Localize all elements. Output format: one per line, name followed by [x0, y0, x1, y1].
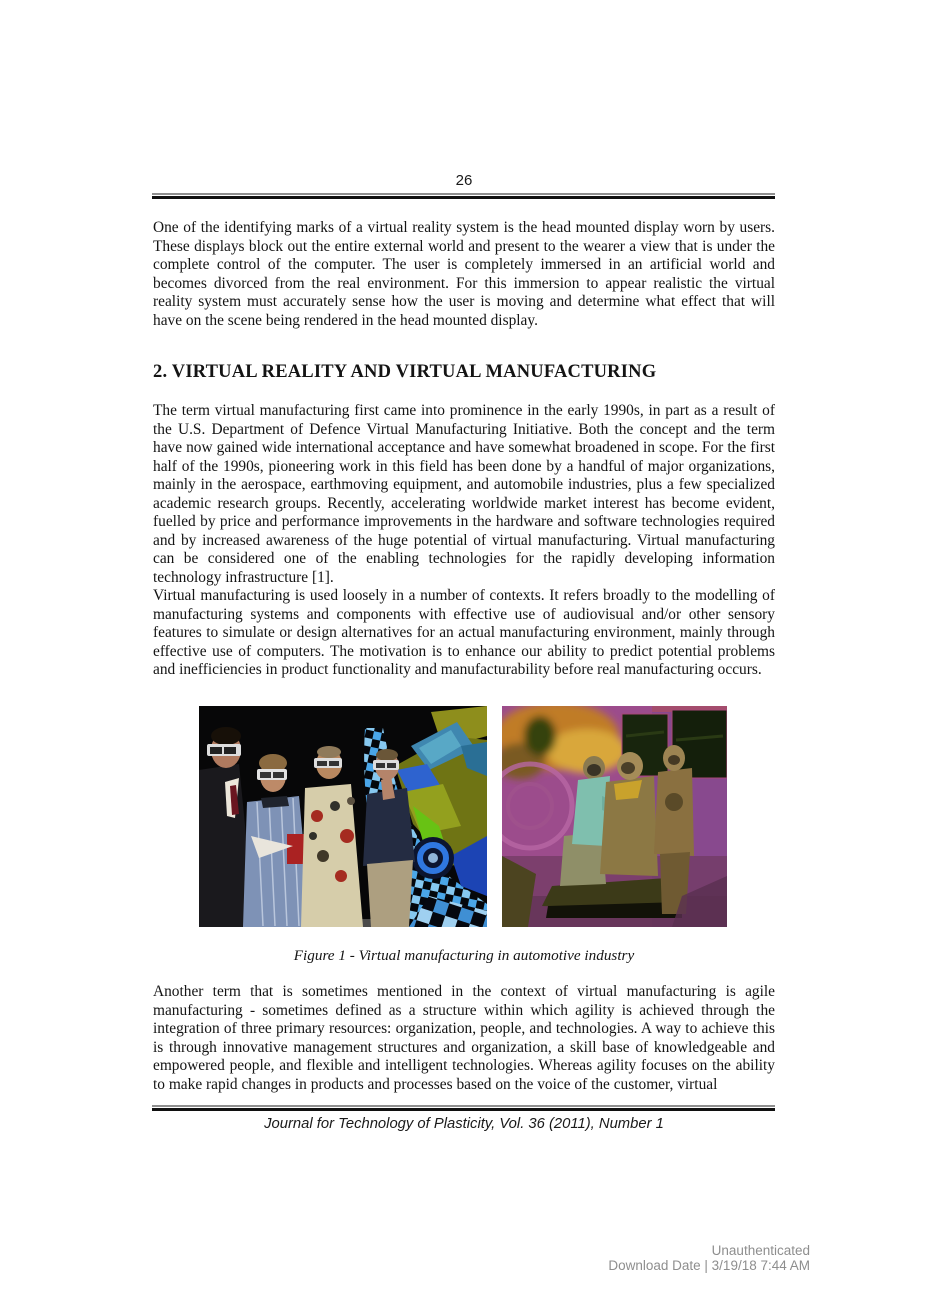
paragraph-head-mounted-display: One of the identifying marks of a virtual reality system is the head mounted display worn by users. These displays block out the entire external world and present to the wearer a view that is under the complete control of the computer. The user is completely immersed in an artificial world and becomes divorced from the real environment. For this immersion to appear realistic the virtual reality system must accurately sense how the user is moving and determine what effect that will have on the scene being rendered in the head mounted display. [153, 219, 775, 329]
journal-footer: Journal for Technology of Plasticity, Vol. 36 (2011), Number 1 [264, 1116, 664, 1132]
footer-rule [152, 1105, 775, 1111]
section-heading: 2. VIRTUAL REALITY AND VIRTUAL MANUFACTURING [153, 362, 657, 382]
download-stamp [608, 1244, 810, 1273]
footer-rule-thin-line [152, 1105, 775, 1107]
page-number: 26 [455, 172, 473, 189]
figure-photo-driving-simulator [502, 706, 727, 927]
figure-1 [0, 706, 925, 927]
footer-rule-thick-line [152, 1108, 775, 1111]
header-rule [152, 193, 775, 199]
figure-caption: Figure 1 - Virtual manufacturing in automotive industry [293, 947, 635, 964]
download-date-label: Download Date | 3/19/18 7:44 AM [608, 1257, 810, 1273]
paragraph-vm-term: The term virtual manufacturing first came into prominence in the early 1990s, in part as a result of the U.S. Department of Defence Virtual Manufacturing Initiative. Both the concept and the term have now gained wide international acceptance and have somewhat broadened in scope. For the first half of the 1990s, pioneering work in this field has been done by a handful of major organizations, mainly in the aerospace, earthmoving equipment, and automobile industries, plus a few specialized academic research groups. Recently, accelerating worldwide market interest has become evident, fuelled by price and performance improvements in the hardware and software technologies required and by increased awareness of the huge potential of virtual manufacturing. Virtual manufacturing can be considered one of the enabling technologies for the rapidly developing information technology infrastructure [1]. [153, 402, 775, 586]
paragraph-group-virtual-manufacturing [153, 402, 775, 701]
header-rule-thin-line [152, 193, 775, 195]
header-rule-thick-line [152, 196, 775, 199]
false-color-cloud [502, 706, 627, 779]
paragraph-agile-manufacturing: Another term that is sometimes mentioned in the context of virtual manufacturing is agile manufacturing - sometimes defined as a structure within which agility is achieved through the integration of three primary resources: organization, people, and technologies. A way to achieve this is through innovative management structures and organization, a skill base of knowledgeable and empowered people, and flexible and intelligent technologies. Whereas agility focuses on the ability to make rapid changes in products and processes based on the voice of the customer, virtual [153, 983, 775, 1093]
paragraph-vm-contexts: Virtual manufacturing is used loosely in a number of contexts. It refers broadly to the modelling of manufacturing systems and components with effective use of audiovisual and/or other sensory features to simulate or design alternatives for an actual manufacturing environment, mainly through effective use of computers. The motivation is to enhance our ability to predict potential problems and inefficiencies in product functionality and manufacturability before real manufacturing occurs. [153, 587, 775, 678]
unauthenticated-label: Unauthenticated [711, 1243, 810, 1258]
figure-photo-3d-glasses-virtual-car [199, 706, 487, 927]
